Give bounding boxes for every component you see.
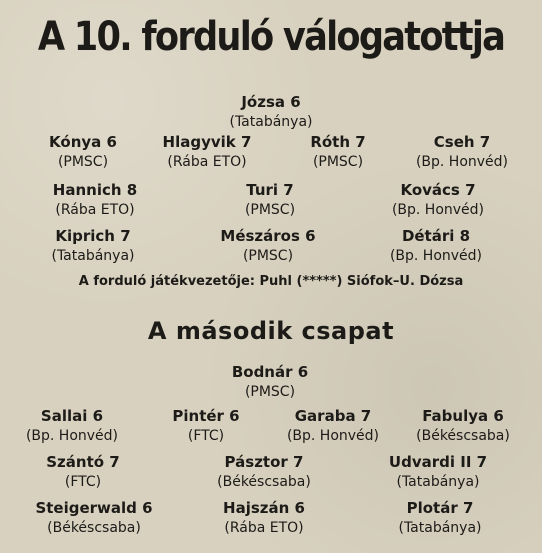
player-name: Kovács 7 xyxy=(400,181,476,199)
player-entry xyxy=(194,498,334,538)
player-club: (Rába ETO) xyxy=(55,202,135,218)
player-entry xyxy=(194,452,334,492)
player-entry xyxy=(136,406,276,446)
player-club: (Bp. Honvéd) xyxy=(25,428,119,444)
player-club: (PMSC) xyxy=(244,202,296,218)
player-name: Kiprich 7 xyxy=(55,227,131,245)
player-name: Józsa 6 xyxy=(241,93,301,111)
player-club: (Bp. Honvéd) xyxy=(389,248,483,264)
player-name: Udvardi II 7 xyxy=(388,453,488,471)
headline: A 10. forduló válogatottja xyxy=(37,14,505,60)
referee-line: A forduló játékvezetője: Puhl (*****) Siófok–U. Dózsa xyxy=(78,274,464,289)
player-club: (PMSC) xyxy=(312,154,364,170)
player-club: (FTC) xyxy=(187,428,225,444)
player-name: Cseh 7 xyxy=(433,133,491,151)
player-club: (Bp. Honvéd) xyxy=(415,154,509,170)
player-entry xyxy=(137,132,277,172)
player-name: Sallai 6 xyxy=(40,407,104,425)
player-entry xyxy=(198,226,338,266)
player-name: Steigerwald 6 xyxy=(35,499,153,517)
player-entry xyxy=(392,132,532,172)
player-club: (Tatabánya) xyxy=(398,520,482,536)
player-entry xyxy=(200,180,340,220)
player-entry xyxy=(13,452,153,492)
player-club: (FTC) xyxy=(64,474,102,490)
player-name: Szántó 7 xyxy=(46,453,120,471)
player-name: Détári 8 xyxy=(401,227,471,245)
player-club: (PMSC) xyxy=(242,248,294,264)
player-entry xyxy=(2,406,142,446)
player-entry xyxy=(13,132,153,172)
player-club: (Bp. Honvéd) xyxy=(391,202,485,218)
player-club: (Rába ETO) xyxy=(167,154,247,170)
player-entry xyxy=(25,180,165,220)
player-name: Hajszán 6 xyxy=(223,499,305,517)
player-club: (Békéscsaba) xyxy=(217,474,311,490)
player-club: (Békéscsaba) xyxy=(47,520,141,536)
player-club: (Tatabánya) xyxy=(229,114,313,130)
player-entry xyxy=(366,226,506,266)
player-entry xyxy=(370,498,510,538)
player-club: (Békéscsaba) xyxy=(416,428,510,444)
player-name: Bodnár 6 xyxy=(231,363,309,381)
player-club: (PMSC) xyxy=(244,384,296,400)
player-name: Hannich 8 xyxy=(52,181,138,199)
second-team-title: A második csapat xyxy=(147,317,395,345)
player-name: Plotár 7 xyxy=(406,499,474,517)
player-entry xyxy=(263,406,403,446)
player-entry xyxy=(268,132,408,172)
player-name: Pintér 6 xyxy=(172,407,240,425)
player-name: Róth 7 xyxy=(310,133,366,151)
player-entry xyxy=(368,180,508,220)
player-name: Pásztor 7 xyxy=(224,453,304,471)
player-club: (Rába ETO) xyxy=(224,520,304,536)
player-name: Hlagyvik 7 xyxy=(162,133,252,151)
player-club: (Tatabánya) xyxy=(396,474,480,490)
player-name: Mészáros 6 xyxy=(220,227,316,245)
player-name: Kónya 6 xyxy=(49,133,117,151)
player-entry xyxy=(201,92,341,132)
player-entry xyxy=(23,226,163,266)
player-club: (Tatabánya) xyxy=(51,248,135,264)
player-entry xyxy=(368,452,508,492)
player-club: (Bp. Honvéd) xyxy=(286,428,380,444)
player-name: Turi 7 xyxy=(246,181,294,199)
player-entry xyxy=(393,406,533,446)
player-entry xyxy=(200,362,340,402)
player-name: Fabulya 6 xyxy=(422,407,504,425)
player-entry xyxy=(24,498,164,538)
player-name: Garaba 7 xyxy=(294,407,372,425)
player-club: (PMSC) xyxy=(57,154,109,170)
